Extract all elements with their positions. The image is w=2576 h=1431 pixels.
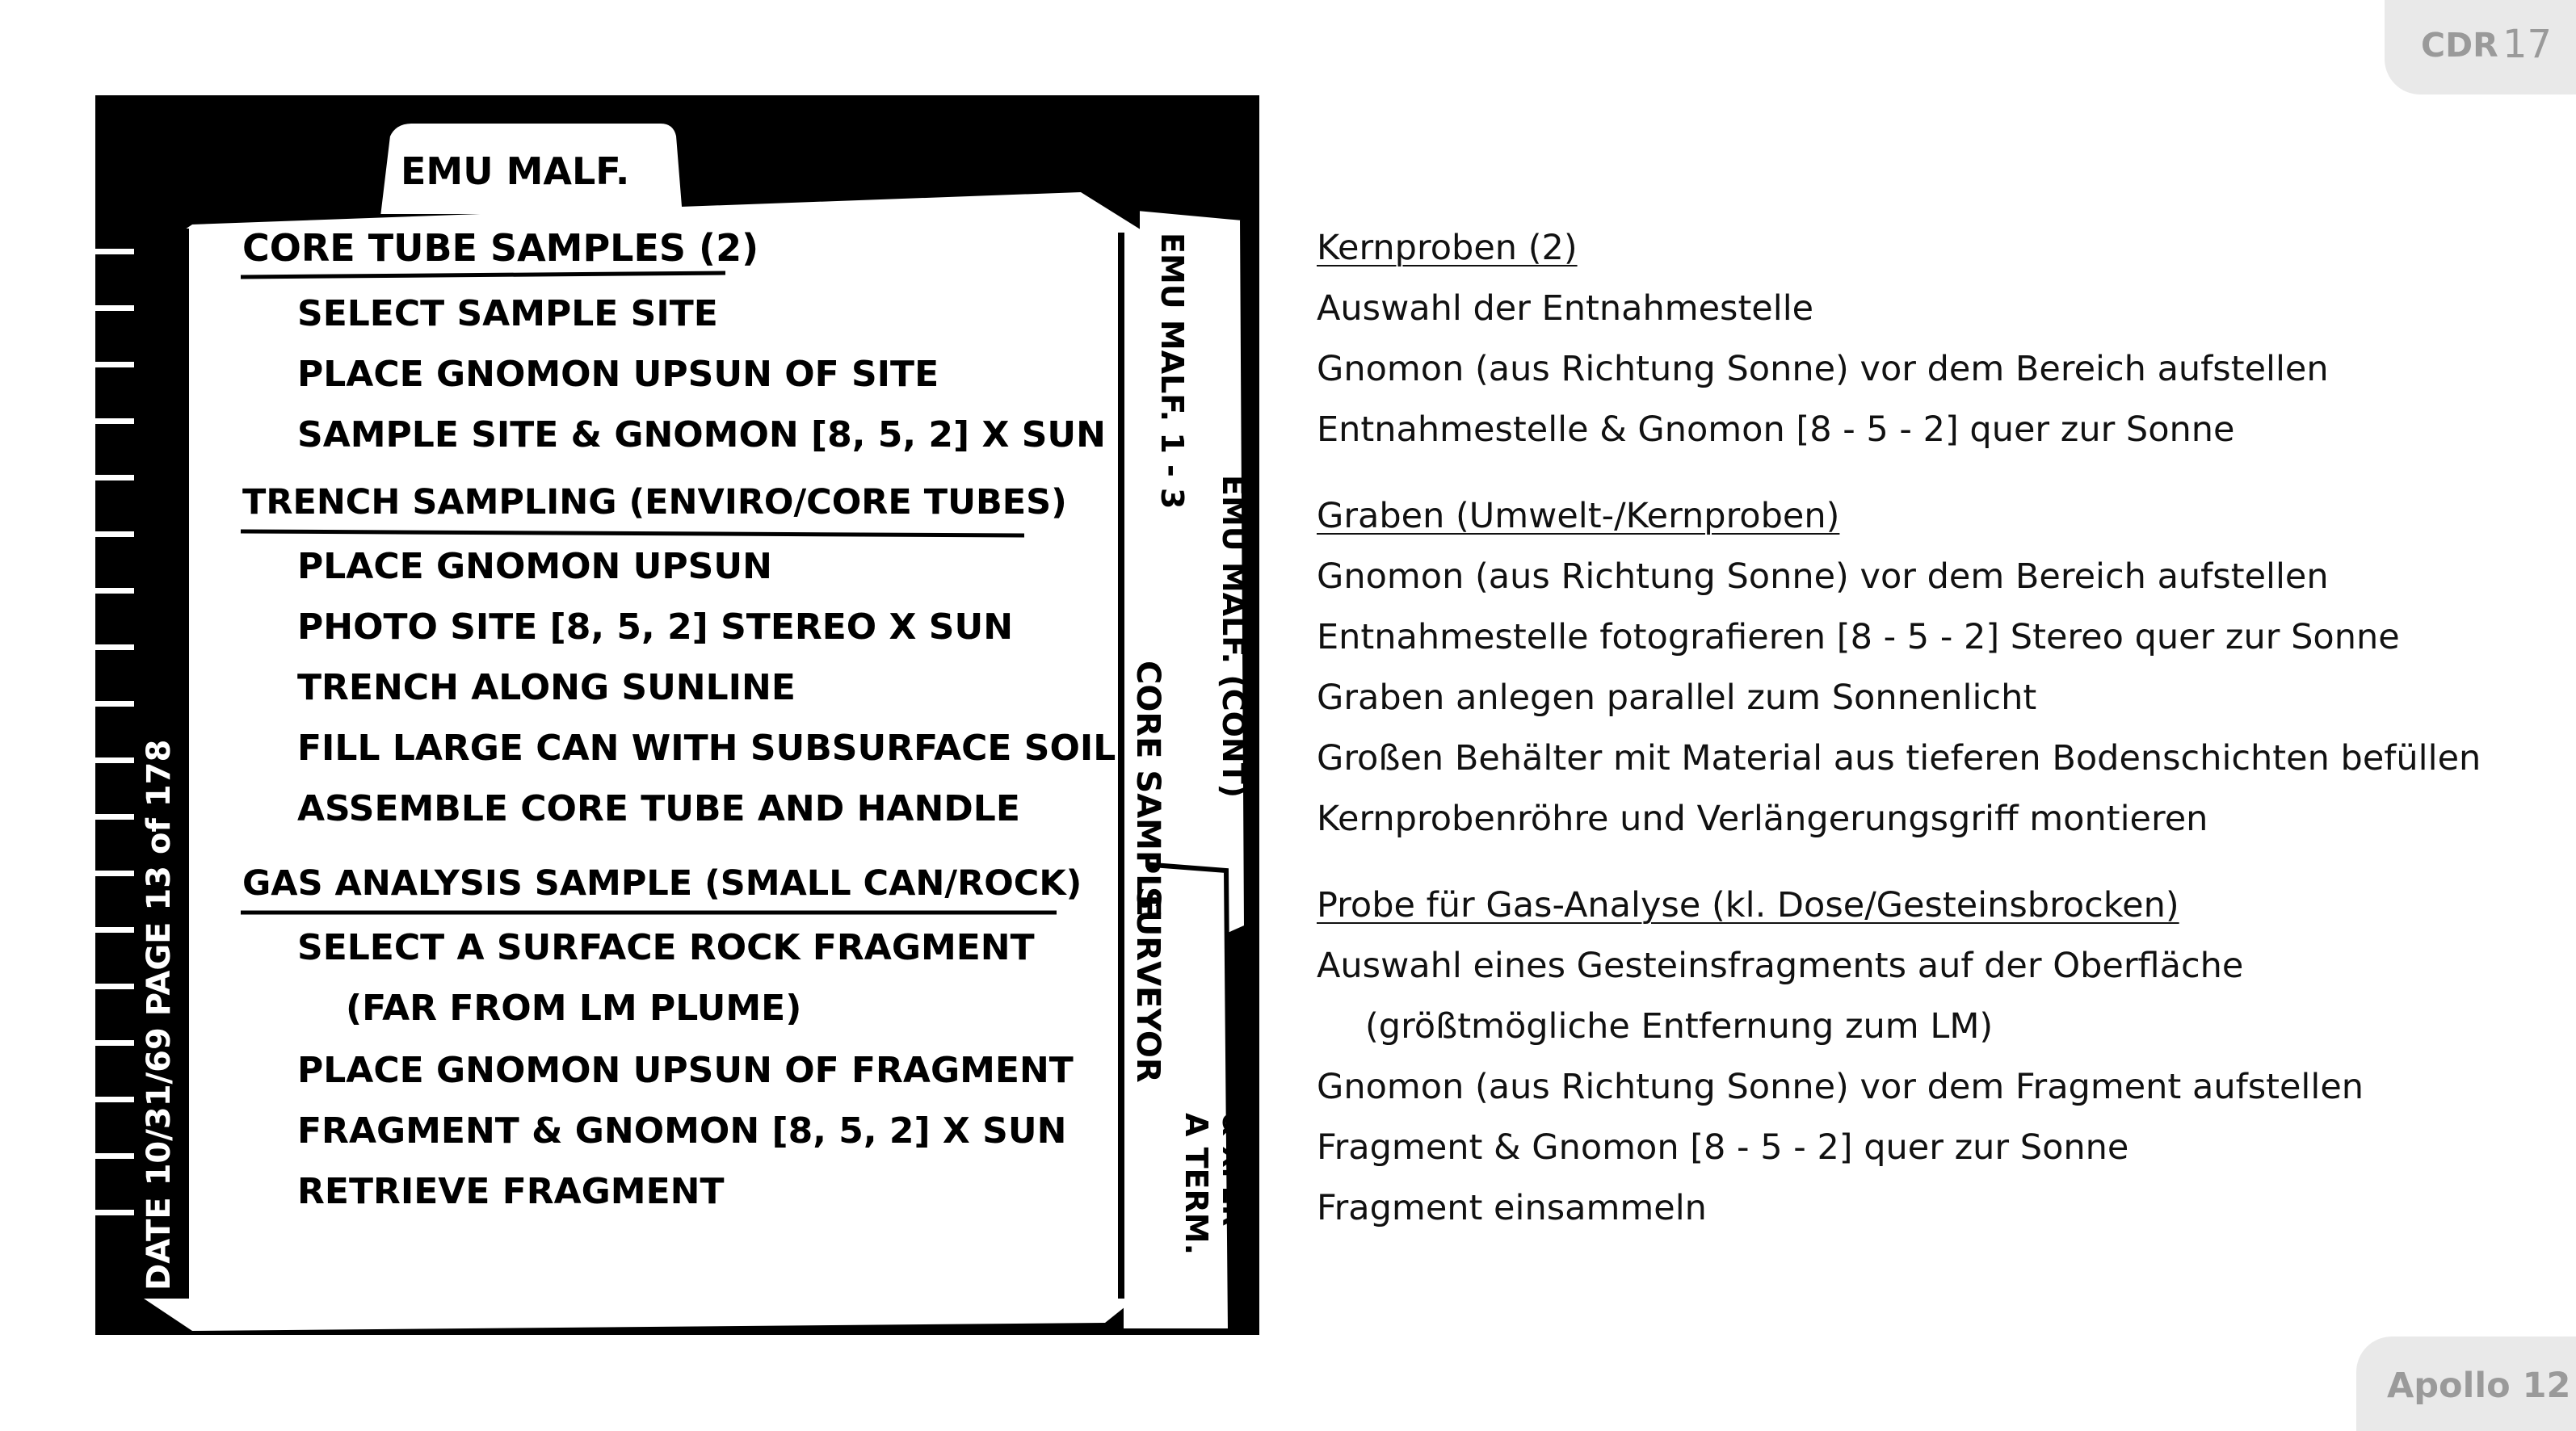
text-line: Entnahmestelle fotografieren [8 - 5 - 2] Stereo quer zur Sonne [1317,617,2400,657]
text-line: Fragment einsammeln [1317,1188,1707,1228]
text-line: Großen Behälter mit Material aus tieferen Bodenschichten befüllen [1317,738,2481,778]
translation-section-3 [1317,875,2544,1239]
side-tab-3: CORE SAMPLE [1129,661,1166,917]
top-tab-label: EMU MALF. [401,149,630,193]
page-number-badge [2385,0,2576,94]
checklist-line: FILL LARGE CAN WITH SUBSURFACE SOIL [297,728,1116,769]
side-tab-1: EMU MALF. 1 - 3 [1154,233,1190,510]
page-number: 17 [2502,22,2553,67]
checklist-heading-2: TRENCH SAMPLING (ENVIRO/CORE TUBES) [242,482,1067,522]
text-line: Kernprobenröhre und Verlängerungsgriff montieren [1317,799,2208,839]
text-line: Gnomon (aus Richtung Sonne) vor dem Bereich aufstellen [1317,349,2329,389]
checklist-line: PLACE GNOMON UPSUN [297,546,772,587]
section-heading: Kernproben (2) [1317,228,1578,268]
checklist-line: RETRIEVE FRAGMENT [297,1171,725,1212]
checklist-line: PLACE GNOMON UPSUN OF FRAGMENT [297,1050,1074,1091]
checklist-line: FRAGMENT & GNOMON [8, 5, 2] X SUN [297,1110,1067,1152]
checklist-heading-1: CORE TUBE SAMPLES (2) [242,226,759,270]
text-line: Gnomon (aus Richtung Sonne) vor dem Bereich aufstellen [1317,556,2329,597]
text-line: Auswahl eines Gesteinsfragments auf der Oberfläche [1317,946,2244,986]
checklist-line: SAMPLE SITE & GNOMON [8, 5, 2] X SUN [297,414,1106,455]
side-tab-4: SURVEYOR [1129,887,1166,1083]
text-line: Entnahmestelle & Gnomon [8 - 5 - 2] quer zur Sonne [1317,409,2235,450]
text-line: Auswahl der Entnahmestelle [1317,288,1814,329]
translation-section-2 [1317,486,2544,850]
checklist-line: (FAR FROM LM PLUME) [346,988,802,1029]
checklist-line: TRENCH ALONG SUNLINE [297,667,796,708]
checklist-line: PLACE GNOMON UPSUN OF SITE [297,354,939,395]
translation-section-1 [1317,218,2544,460]
side-tab-6: & XFER [1216,1113,1248,1227]
section-heading: Graben (Umwelt-/Kernproben) [1317,496,1840,536]
text-line: (größtmögliche Entfernung zum LM) [1365,1006,1994,1047]
text-line: Gnomon (aus Richtung Sonne) vor dem Fragment aufstellen [1317,1067,2364,1107]
cdr-label: CDR [2421,26,2498,65]
binding-text: DATE 10/31/69 PAGE 13 of 178 [141,739,178,1290]
side-tab-5: A TERM. [1179,1113,1214,1256]
text-line: Graben anlegen parallel zum Sonnenlicht [1317,678,2037,718]
section-heading: Probe für Gas-Analyse (kl. Dose/Gesteinsbrocken) [1317,885,2179,925]
checklist-photo [95,95,1259,1335]
checklist-line: SELECT A SURFACE ROCK FRAGMENT [297,927,1035,968]
side-tab-2: EMU MALF. (CONT) [1216,475,1251,798]
checklist-line: PHOTO SITE [8, 5, 2] STEREO X SUN [297,606,1014,648]
checklist-card-drawing [95,95,1259,1335]
mission-label: Apollo 12 [2387,1366,2571,1406]
checklist-line: ASSEMBLE CORE TUBE AND HANDLE [297,788,1020,829]
mission-badge [2356,1337,2576,1431]
checklist-line: SELECT SAMPLE SITE [297,293,718,334]
text-line: Fragment & Gnomon [8 - 5 - 2] quer zur Sonne [1317,1127,2129,1168]
checklist-heading-3: GAS ANALYSIS SAMPLE (SMALL CAN/ROCK) [242,863,1082,904]
translation-text [1317,218,2544,1239]
